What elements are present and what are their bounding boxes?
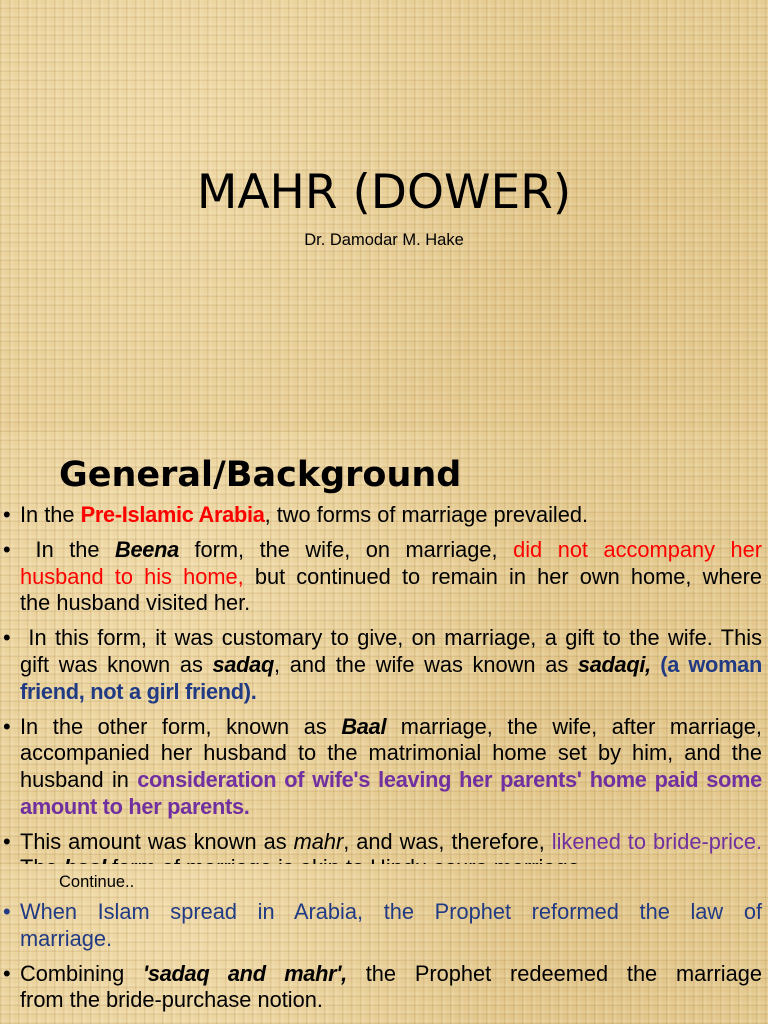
- text-run: husband in: [20, 767, 138, 793]
- emphasized-text: friend, not a girl friend).: [20, 678, 257, 704]
- slide-2: [0, 432, 768, 864]
- text-line: [20, 829, 762, 856]
- emphasized-text: sadaqi,: [577, 652, 651, 678]
- bullet-marker: •: [3, 625, 11, 651]
- text-run: In this form, it was customary to give, on marriage, a gift to the wife. This: [20, 625, 762, 651]
- text-line: [20, 767, 762, 794]
- bullet-item: [0, 537, 762, 617]
- slide-1: [0, 0, 768, 432]
- text-line: [20, 987, 762, 1014]
- text-line: [20, 714, 762, 741]
- text-run: In the other form, known as: [20, 713, 342, 739]
- emphasized-text: amount to her parents.: [20, 793, 250, 819]
- bullet-list: [0, 899, 762, 1022]
- emphasized-text: (a woman: [650, 652, 762, 678]
- bullet-item: [0, 625, 762, 705]
- text-run: This amount was known as: [20, 828, 294, 854]
- text-line: [20, 961, 762, 988]
- text-line: [20, 794, 762, 821]
- emphasized-text: 'sadaq and mahr',: [142, 960, 347, 986]
- continue-label: Continue..: [59, 873, 135, 891]
- presentation-title: MAHR (DOWER): [196, 165, 572, 220]
- bullet-marker: •: [3, 536, 11, 562]
- text-run: but continued to remain in her own home, where: [243, 563, 762, 589]
- slide-3: [0, 864, 768, 1024]
- text-run: accompanied her husband to the matrimonial home set by him, and the: [20, 740, 762, 766]
- emphasized-text: consideration of wife's leaving her parents' home paid some: [137, 767, 762, 793]
- bullet-marker: •: [3, 502, 11, 527]
- text-run: from the bride-purchase notion.: [20, 987, 323, 1013]
- text-line: [20, 652, 762, 679]
- bullet-item: [0, 899, 762, 952]
- text-run: , and the wife was known as: [274, 652, 578, 678]
- emphasized-text: mahr: [293, 828, 344, 854]
- bullet-item: [0, 961, 762, 1014]
- text-line: [20, 502, 762, 529]
- text-line: [20, 740, 762, 767]
- text-run: the Prophet redeemed the marriage: [346, 960, 762, 986]
- emphasized-text: husband to his home,: [20, 563, 244, 589]
- emphasized-text: Beena: [115, 536, 179, 562]
- slide-title: General/Background: [59, 455, 462, 495]
- emphasized-text: marriage.: [20, 925, 113, 951]
- text-line: [20, 590, 762, 617]
- bullet-marker: •: [3, 960, 11, 986]
- text-run: In the: [20, 536, 116, 562]
- emphasized-text: did not accompany her: [513, 536, 762, 562]
- bullet-marker: •: [3, 899, 11, 924]
- emphasized-text: Baal: [341, 713, 387, 739]
- author-name: Dr. Damodar M. Hake: [304, 231, 464, 249]
- text-line: [20, 537, 762, 564]
- text-run: gift was known as: [20, 652, 213, 678]
- text-run: Combining: [20, 960, 143, 986]
- bullet-item: [0, 502, 762, 529]
- bullet-item: [0, 714, 762, 821]
- emphasized-text: When Islam spread in Arabia, the Prophet reformed the law of: [20, 899, 762, 924]
- text-line: [20, 899, 762, 926]
- text-run: In the: [20, 502, 81, 527]
- text-line: [20, 679, 762, 706]
- emphasized-text: Pre-Islamic Arabia: [80, 502, 265, 527]
- bullet-list: [0, 502, 762, 890]
- bullet-marker: •: [3, 713, 11, 739]
- emphasized-text: likened to bride-price.: [551, 828, 762, 854]
- text-line: [20, 564, 762, 591]
- text-run: the husband visited her.: [20, 590, 251, 616]
- text-line: [20, 625, 762, 652]
- text-run: marriage, the wife, after marriage,: [386, 713, 762, 739]
- text-run: , and was, therefore,: [343, 828, 552, 854]
- emphasized-text: sadaq: [212, 652, 274, 678]
- text-run: , two forms of marriage prevailed.: [264, 502, 589, 527]
- text-run: form, the wife, on marriage,: [178, 536, 514, 562]
- bullet-marker: •: [3, 828, 11, 854]
- text-line: [20, 926, 762, 953]
